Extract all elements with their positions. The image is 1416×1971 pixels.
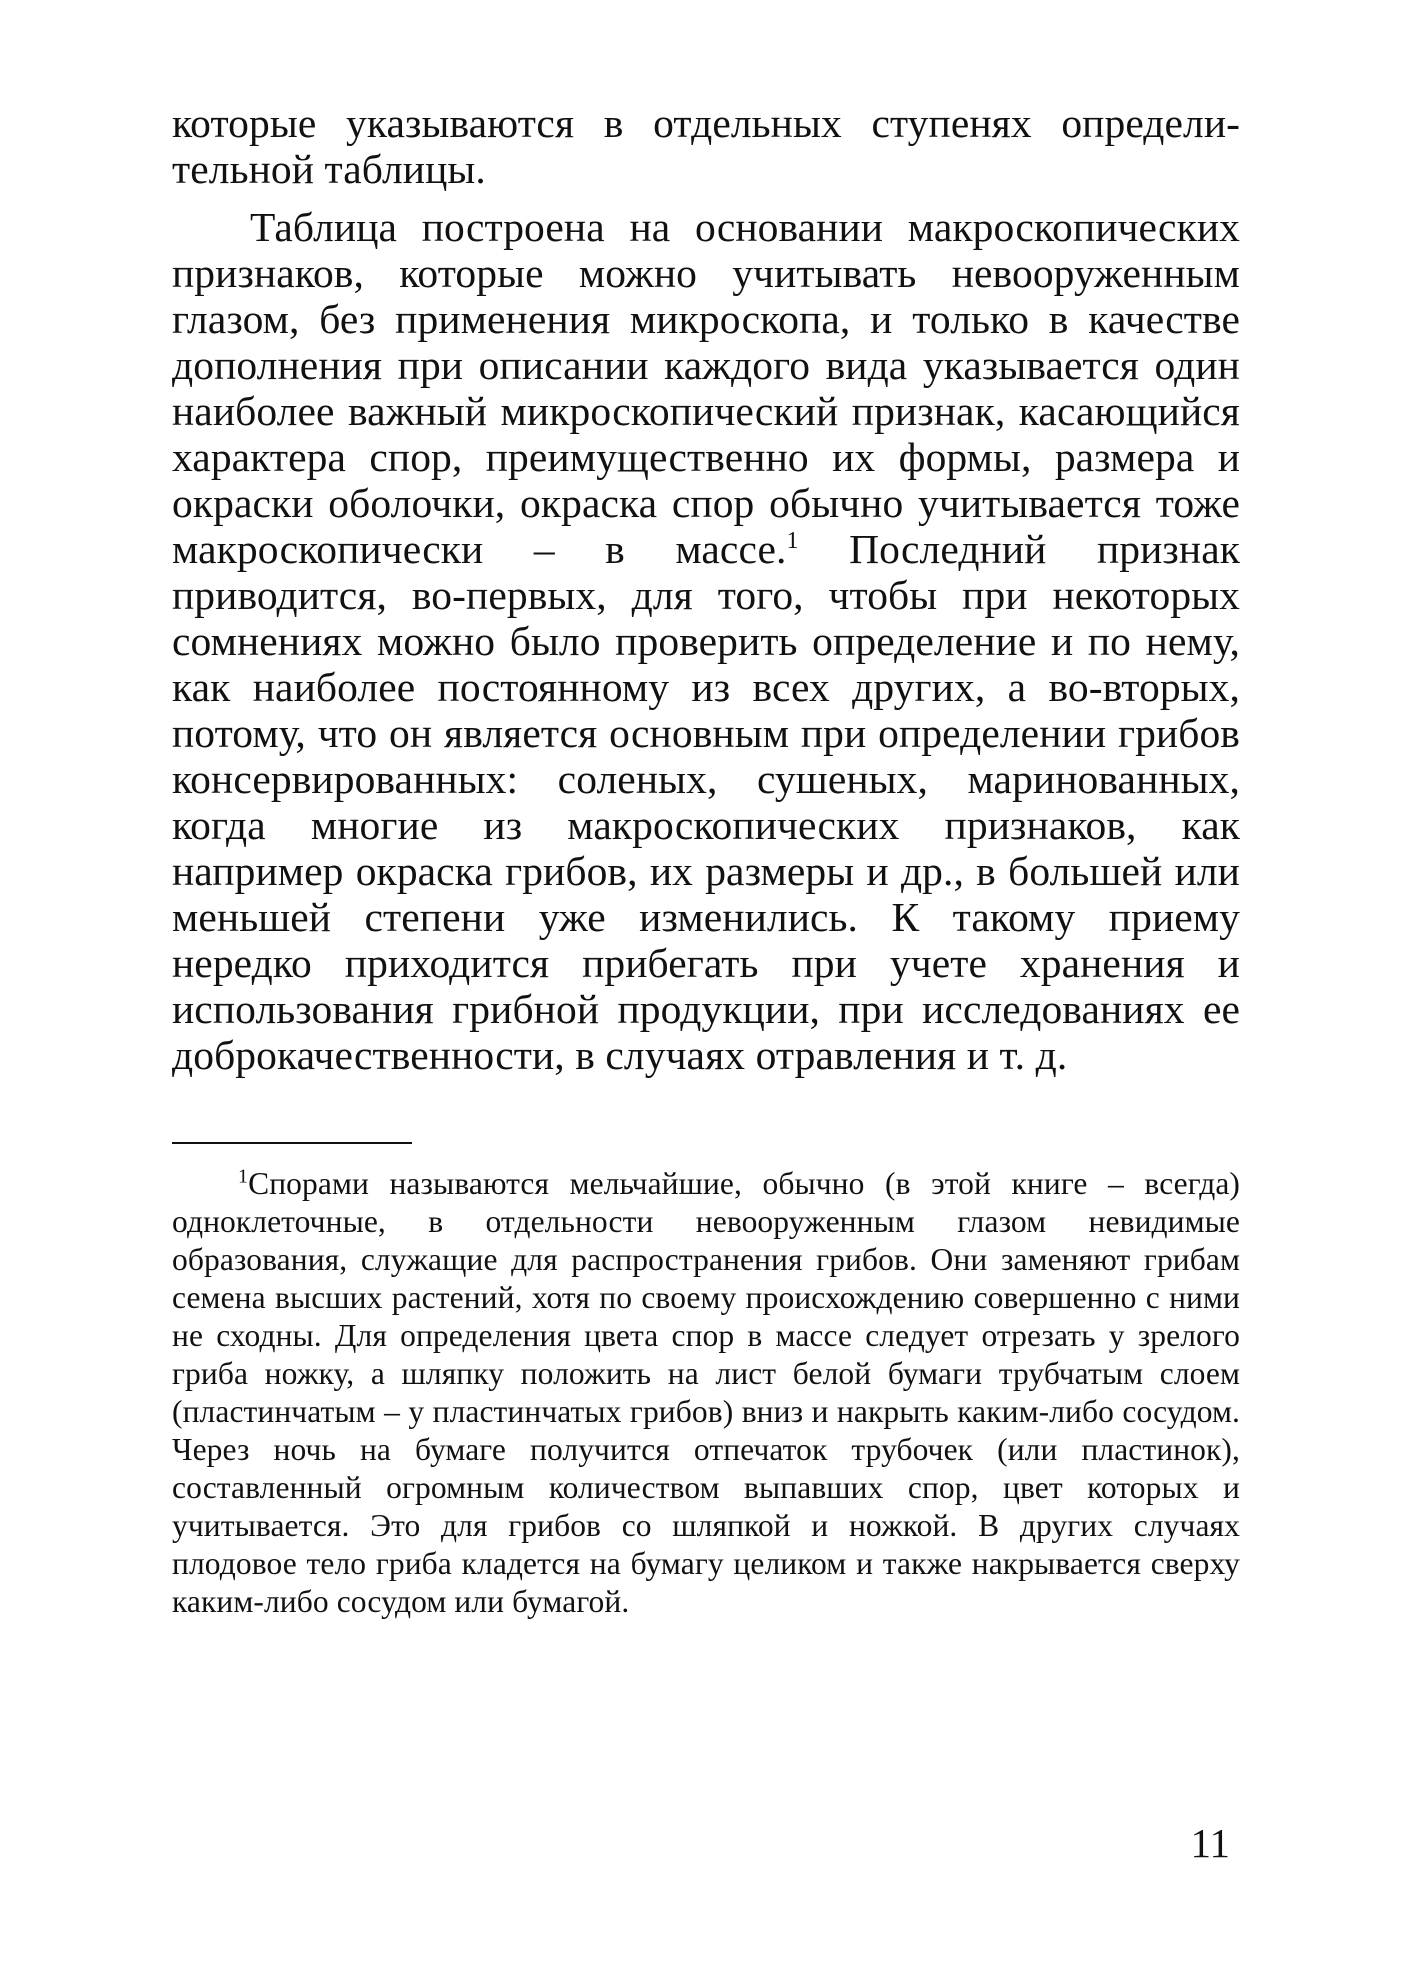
continuation-paragraph (172, 100, 1240, 192)
main-text (172, 100, 1240, 1078)
page-number: 11 (1190, 1820, 1230, 1866)
footnote-text: Спорами называются мельчайшие, обычно (в этой книге – всегда) одноклеточные, в отдельности невооруженным глазом невидимые образования, служащие для распространения грибов. Они заменяют грибам семена высших растений, хотя по своему происхождению совершенно с ними не сходны. Для определения цвета спор в массе следует отрезать у зрелого гриба ножку, а шляпку положить на лист белой бумаги трубчатым слоем (пластинчатым – у пластинчатых грибов) вниз и накрыть каким-либо сосудом. Через ночь на бумаге получится отпечаток трубочек (или пластинок), составленный огромным количеством выпавших спор, цвет которых и учитывается. Это для грибов со шляпкой и ножкой. В других случаях плодовое тело гриба кладется на бумагу целиком и также накрывается сверху каким-либо сосудом или бумагой. (172, 1166, 1240, 1619)
footnote-marker: 1 (238, 1165, 249, 1188)
continuation-text: которые указываются в отдельных ступенях определительной таблицы. (172, 100, 1240, 192)
main-paragraph-text-before-footnote: Таблица построена на основании макроскопических признаков, которые можно учитывать невооруженным глазом, без применения микроскопа, и только в качестве дополнения при описании каждого вида указывается один наиболее важный микроскопический признак, касающийся характера спор, преимущественно их формы, размера и окраски оболочки, окраска спор обычно учитывается тоже макроскопически – в массе. (172, 204, 1240, 572)
footnote-separator (172, 1142, 412, 1144)
footnote (172, 1165, 1240, 1621)
main-paragraph (172, 204, 1240, 1078)
footnote-reference-marker[interactable]: 1 (786, 528, 799, 555)
main-paragraph-text-after-footnote: Последний признак приводится, во-первых, для того, чтобы при некоторых сомнениях можно было проверить определение и по нему, как наиболее постоянному из всех других, а во-вторых, потому, что он является основным при определении грибов консервированных: соленых, сушеных, маринованных, когда многие из макроскопических признаков, как например окраска грибов, их размеры и др., в большей или меньшей степени уже изменились. К такому приему нередко приходится прибегать при учете хранения и использования грибной продукции, при исследованиях ее доброкачественности, в случаях отравления и т. д. (172, 526, 1240, 1078)
